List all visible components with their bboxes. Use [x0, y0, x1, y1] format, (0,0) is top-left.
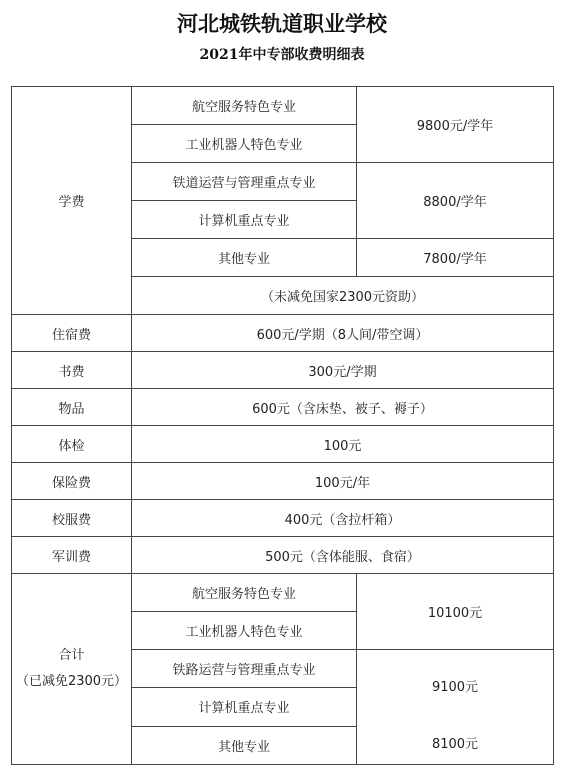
table-row	[12, 87, 554, 125]
total-major: 铁路运营与管理重点专业	[132, 650, 357, 688]
fee-label: 书费	[12, 352, 132, 389]
table-row	[12, 500, 554, 537]
tuition-major: 航空服务特色专业	[132, 87, 357, 125]
table-row	[12, 352, 554, 389]
fee-value: 100元/年	[132, 463, 554, 500]
total-label: 合计	[58, 648, 85, 664]
table-row	[12, 389, 554, 426]
total-label-cell	[12, 574, 132, 765]
fee-value: 100元	[132, 426, 554, 463]
fee-value: 600元（含床垫、被子、褥子）	[132, 389, 554, 426]
total-price-last: 8100元	[431, 737, 479, 752]
fee-value: 600元/学期（8人间/带空调）	[132, 315, 554, 352]
total-price-mid: 9100元	[431, 680, 479, 695]
page-title: 河北城铁轨道职业学校	[177, 11, 387, 36]
tuition-major: 计算机重点专业	[132, 201, 357, 239]
table-row	[12, 574, 554, 612]
fee-label: 军训费	[12, 537, 132, 574]
tuition-price: 9800元/学年	[357, 87, 554, 163]
page-subtitle: 2021年中专部收费明细表	[199, 47, 365, 63]
total-major: 计算机重点专业	[132, 688, 357, 726]
fee-label: 校服费	[12, 500, 132, 537]
fee-label: 保险费	[12, 463, 132, 500]
total-sublabel: （已减免2300元）	[15, 674, 128, 689]
fee-label: 体检	[12, 426, 132, 463]
total-major: 其他专业	[132, 726, 357, 764]
tuition-price: 8800/学年	[357, 163, 554, 239]
tuition-label: 学费	[12, 87, 132, 315]
fee-label: 物品	[12, 389, 132, 426]
table-row	[12, 426, 554, 463]
fee-value: 400元（含拉杆箱）	[132, 500, 554, 537]
tuition-price: 7800/学年	[357, 239, 554, 277]
tuition-major: 铁道运营与管理重点专业	[132, 163, 357, 201]
total-price: 10100元	[357, 574, 554, 650]
table-row	[12, 315, 554, 352]
total-price	[357, 650, 554, 765]
tuition-major: 其他专业	[132, 239, 357, 277]
table-row	[12, 463, 554, 500]
tuition-note: （未减免国家2300元资助）	[132, 277, 554, 315]
fee-value: 500元（含体能服、食宿）	[132, 537, 554, 574]
fee-label: 住宿费	[12, 315, 132, 352]
table-row	[12, 537, 554, 574]
tuition-major: 工业机器人特色专业	[132, 125, 357, 163]
total-major: 航空服务特色专业	[132, 574, 357, 612]
fee-table	[11, 86, 554, 765]
fee-value: 300元/学期	[132, 352, 554, 389]
total-major: 工业机器人特色专业	[132, 612, 357, 650]
